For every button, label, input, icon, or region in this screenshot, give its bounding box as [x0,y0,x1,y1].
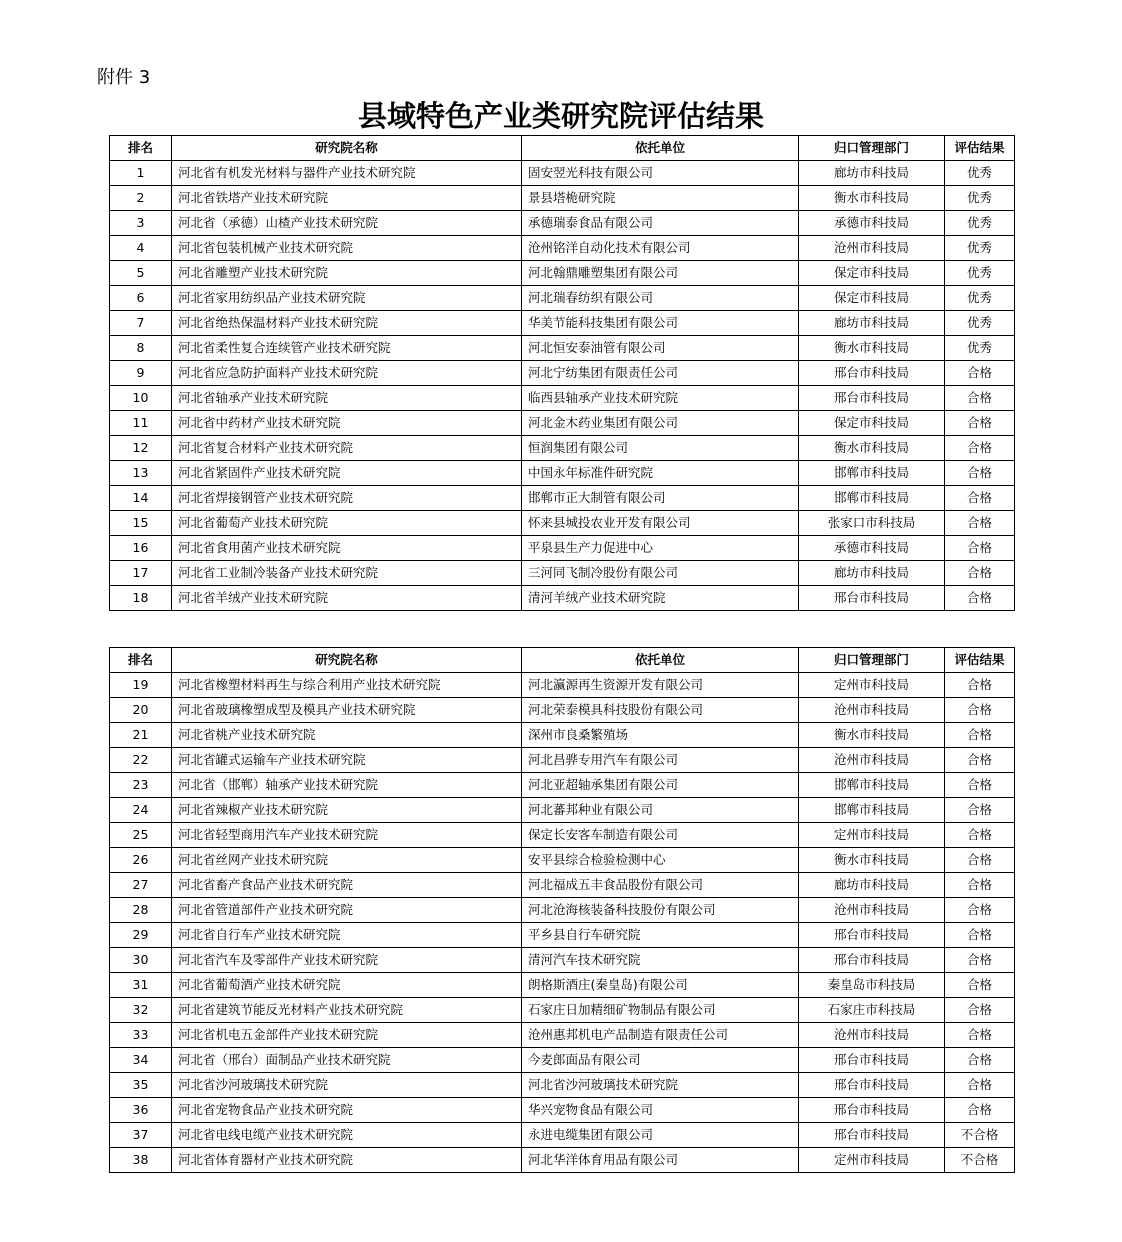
rank-cell: 3 [110,211,172,236]
institute-name-cell: 河北省紧固件产业技术研究院 [172,461,522,486]
rank-cell: 10 [110,386,172,411]
result-cell: 合格 [945,461,1015,486]
table-row [110,361,1015,386]
institute-name-cell: 河北省（承德）山楂产业技术研究院 [172,211,522,236]
department-cell: 沧州市科技局 [799,236,945,261]
rank-cell: 24 [110,798,172,823]
department-cell: 衡水市科技局 [799,436,945,461]
department-cell: 廊坊市科技局 [799,561,945,586]
rank-cell: 33 [110,1023,172,1048]
department-cell: 张家口市科技局 [799,511,945,536]
host-unit-cell: 河北昌骅专用汽车有限公司 [522,748,799,773]
department-cell: 邯郸市科技局 [799,798,945,823]
rank-cell: 20 [110,698,172,723]
department-cell: 秦皇岛市科技局 [799,973,945,998]
rank-cell: 4 [110,236,172,261]
table-row [110,848,1015,873]
result-cell: 合格 [945,923,1015,948]
table-row [110,748,1015,773]
table-row [110,1023,1015,1048]
table-row [110,1123,1015,1148]
department-cell: 定州市科技局 [799,823,945,848]
rank-cell: 17 [110,561,172,586]
department-cell: 沧州市科技局 [799,898,945,923]
attachment-label: 附件 3 [97,67,151,88]
rank-cell: 11 [110,411,172,436]
table-row [110,923,1015,948]
header-rank: 排名 [110,136,172,161]
host-unit-cell: 永进电缆集团有限公司 [522,1123,799,1148]
header-row [110,648,1015,673]
table-row [110,186,1015,211]
host-unit-cell: 河北金木药业集团有限公司 [522,411,799,436]
host-unit-cell: 深州市良桑繁殖场 [522,723,799,748]
host-unit-cell: 固安翌光科技有限公司 [522,161,799,186]
result-cell: 不合格 [945,1148,1015,1173]
rank-cell: 30 [110,948,172,973]
table-row [110,211,1015,236]
department-cell: 衡水市科技局 [799,186,945,211]
table-row [110,261,1015,286]
result-cell: 合格 [945,1023,1015,1048]
institute-name-cell: 河北省食用菌产业技术研究院 [172,536,522,561]
institute-name-cell: 河北省铁塔产业技术研究院 [172,186,522,211]
table-row [110,411,1015,436]
table-row [110,511,1015,536]
result-cell: 合格 [945,361,1015,386]
rank-cell: 28 [110,898,172,923]
institute-name-cell: 河北省橡塑材料再生与综合利用产业技术研究院 [172,673,522,698]
department-cell: 邢台市科技局 [799,386,945,411]
header-rank: 排名 [110,648,172,673]
result-cell: 合格 [945,848,1015,873]
host-unit-cell: 河北翰鼎雕塑集团有限公司 [522,261,799,286]
table-row [110,673,1015,698]
result-cell: 合格 [945,948,1015,973]
rank-cell: 26 [110,848,172,873]
host-unit-cell: 中国永年标准件研究院 [522,461,799,486]
institute-name-cell: 河北省绝热保温材料产业技术研究院 [172,311,522,336]
rank-cell: 22 [110,748,172,773]
result-cell: 合格 [945,698,1015,723]
host-unit-cell: 三河同飞制冷股份有限公司 [522,561,799,586]
institute-name-cell: 河北省管道部件产业技术研究院 [172,898,522,923]
host-unit-cell: 承德瑞泰食品有限公司 [522,211,799,236]
rank-cell: 18 [110,586,172,611]
result-cell: 优秀 [945,211,1015,236]
institute-name-cell: 河北省畜产食品产业技术研究院 [172,873,522,898]
host-unit-cell: 河北恒安泰油管有限公司 [522,336,799,361]
institute-name-cell: 河北省自行车产业技术研究院 [172,923,522,948]
host-unit-cell: 安平县综合检验检测中心 [522,848,799,873]
result-cell: 优秀 [945,336,1015,361]
table-row [110,161,1015,186]
host-unit-cell: 保定长安客车制造有限公司 [522,823,799,848]
institute-name-cell: 河北省（邢台）面制品产业技术研究院 [172,1048,522,1073]
rank-cell: 32 [110,998,172,1023]
result-cell: 合格 [945,823,1015,848]
department-cell: 邢台市科技局 [799,1048,945,1073]
institute-name-cell: 河北省宠物食品产业技术研究院 [172,1098,522,1123]
table-row [110,561,1015,586]
department-cell: 保定市科技局 [799,261,945,286]
department-cell: 衡水市科技局 [799,723,945,748]
host-unit-cell: 朗格斯酒庄(秦皇岛)有限公司 [522,973,799,998]
rank-cell: 12 [110,436,172,461]
department-cell: 廊坊市科技局 [799,873,945,898]
result-cell: 优秀 [945,261,1015,286]
result-cell: 合格 [945,673,1015,698]
table-row [110,586,1015,611]
host-unit-cell: 河北瑞春纺织有限公司 [522,286,799,311]
host-unit-cell: 邯郸市正大制管有限公司 [522,486,799,511]
rank-cell: 14 [110,486,172,511]
department-cell: 定州市科技局 [799,1148,945,1173]
result-cell: 合格 [945,773,1015,798]
result-cell: 合格 [945,898,1015,923]
rank-cell: 36 [110,1098,172,1123]
department-cell: 邯郸市科技局 [799,486,945,511]
host-unit-cell: 沧州惠邦机电产品制造有限责任公司 [522,1023,799,1048]
table-row [110,311,1015,336]
department-cell: 保定市科技局 [799,286,945,311]
result-cell: 合格 [945,561,1015,586]
host-unit-cell: 平乡县自行车研究院 [522,923,799,948]
result-cell: 不合格 [945,1123,1015,1148]
institute-name-cell: 河北省葡萄产业技术研究院 [172,511,522,536]
department-cell: 衡水市科技局 [799,848,945,873]
rank-cell: 25 [110,823,172,848]
department-cell: 邢台市科技局 [799,1098,945,1123]
institute-name-cell: 河北省焊接钢管产业技术研究院 [172,486,522,511]
result-cell: 合格 [945,748,1015,773]
department-cell: 沧州市科技局 [799,748,945,773]
host-unit-cell: 河北宁纺集团有限责任公司 [522,361,799,386]
table-row [110,1048,1015,1073]
rank-cell: 15 [110,511,172,536]
host-unit-cell: 河北华洋体育用品有限公司 [522,1148,799,1173]
table-row [110,1098,1015,1123]
host-unit-cell: 河北荣泰模具科技股份有限公司 [522,698,799,723]
rank-cell: 27 [110,873,172,898]
table-row [110,698,1015,723]
result-cell: 合格 [945,436,1015,461]
department-cell: 石家庄市科技局 [799,998,945,1023]
department-cell: 沧州市科技局 [799,698,945,723]
host-unit-cell: 河北亚超轴承集团有限公司 [522,773,799,798]
department-cell: 沧州市科技局 [799,1023,945,1048]
institute-name-cell: 河北省葡萄酒产业技术研究院 [172,973,522,998]
header-host-unit: 依托单位 [522,648,799,673]
header-institute: 研究院名称 [172,136,522,161]
header-result: 评估结果 [945,136,1015,161]
department-cell: 承德市科技局 [799,536,945,561]
rank-cell: 37 [110,1123,172,1148]
rank-cell: 1 [110,161,172,186]
institute-name-cell: 河北省玻璃橡塑成型及模具产业技术研究院 [172,698,522,723]
host-unit-cell: 恒润集团有限公司 [522,436,799,461]
host-unit-cell: 沧州铭洋自动化技术有限公司 [522,236,799,261]
result-cell: 优秀 [945,236,1015,261]
institute-name-cell: 河北省雕塑产业技术研究院 [172,261,522,286]
institute-name-cell: 河北省（邯郸）轴承产业技术研究院 [172,773,522,798]
results-table-2 [109,647,1015,1173]
table-row [110,723,1015,748]
host-unit-cell: 平泉县生产力促进中心 [522,536,799,561]
table-row [110,461,1015,486]
institute-name-cell: 河北省柔性复合连续管产业技术研究院 [172,336,522,361]
host-unit-cell: 华兴宠物食品有限公司 [522,1098,799,1123]
host-unit-cell: 临西县轴承产业技术研究院 [522,386,799,411]
department-cell: 邢台市科技局 [799,923,945,948]
department-cell: 廊坊市科技局 [799,161,945,186]
department-cell: 邢台市科技局 [799,361,945,386]
result-cell: 优秀 [945,311,1015,336]
institute-name-cell: 河北省有机发光材料与器件产业技术研究院 [172,161,522,186]
department-cell: 承德市科技局 [799,211,945,236]
rank-cell: 5 [110,261,172,286]
department-cell: 定州市科技局 [799,673,945,698]
institute-name-cell: 河北省体育器材产业技术研究院 [172,1148,522,1173]
header-department: 归口管理部门 [799,648,945,673]
rank-cell: 23 [110,773,172,798]
table-row [110,998,1015,1023]
table-row [110,773,1015,798]
table-row [110,973,1015,998]
rank-cell: 21 [110,723,172,748]
table-row [110,1073,1015,1098]
host-unit-cell: 今麦郎面品有限公司 [522,1048,799,1073]
host-unit-cell: 清河汽车技术研究院 [522,948,799,973]
institute-name-cell: 河北省轻型商用汽车产业技术研究院 [172,823,522,848]
department-cell: 保定市科技局 [799,411,945,436]
result-cell: 优秀 [945,286,1015,311]
institute-name-cell: 河北省电线电缆产业技术研究院 [172,1123,522,1148]
institute-name-cell: 河北省桃产业技术研究院 [172,723,522,748]
rank-cell: 31 [110,973,172,998]
institute-name-cell: 河北省辣椒产业技术研究院 [172,798,522,823]
result-cell: 合格 [945,511,1015,536]
rank-cell: 29 [110,923,172,948]
institute-name-cell: 河北省建筑节能反光材料产业技术研究院 [172,998,522,1023]
host-unit-cell: 景县塔桅研究院 [522,186,799,211]
header-institute: 研究院名称 [172,648,522,673]
institute-name-cell: 河北省罐式运输车产业技术研究院 [172,748,522,773]
institute-name-cell: 河北省应急防护面料产业技术研究院 [172,361,522,386]
result-cell: 合格 [945,586,1015,611]
result-cell: 合格 [945,973,1015,998]
institute-name-cell: 河北省羊绒产业技术研究院 [172,586,522,611]
host-unit-cell: 河北蕃邦种业有限公司 [522,798,799,823]
institute-name-cell: 河北省机电五金部件产业技术研究院 [172,1023,522,1048]
table-row [110,873,1015,898]
institute-name-cell: 河北省汽车及零部件产业技术研究院 [172,948,522,973]
institute-name-cell: 河北省家用纺织品产业技术研究院 [172,286,522,311]
result-cell: 合格 [945,386,1015,411]
rank-cell: 35 [110,1073,172,1098]
table-row [110,236,1015,261]
host-unit-cell: 华美节能科技集团有限公司 [522,311,799,336]
department-cell: 邯郸市科技局 [799,461,945,486]
result-cell: 优秀 [945,161,1015,186]
table-row [110,336,1015,361]
table-row [110,898,1015,923]
rank-cell: 6 [110,286,172,311]
rank-cell: 16 [110,536,172,561]
rank-cell: 13 [110,461,172,486]
result-cell: 合格 [945,1073,1015,1098]
host-unit-cell: 石家庄日加精细矿物制品有限公司 [522,998,799,1023]
host-unit-cell: 河北沧海核装备科技股份有限公司 [522,898,799,923]
result-cell: 合格 [945,486,1015,511]
rank-cell: 2 [110,186,172,211]
table-row [110,536,1015,561]
table-row [110,1148,1015,1173]
rank-cell: 19 [110,673,172,698]
institute-name-cell: 河北省工业制冷装备产业技术研究院 [172,561,522,586]
table-row [110,486,1015,511]
result-cell: 合格 [945,998,1015,1023]
department-cell: 邯郸市科技局 [799,773,945,798]
header-row [110,136,1015,161]
header-host-unit: 依托单位 [522,136,799,161]
header-department: 归口管理部门 [799,136,945,161]
department-cell: 邢台市科技局 [799,586,945,611]
table-row [110,823,1015,848]
result-cell: 优秀 [945,186,1015,211]
institute-name-cell: 河北省轴承产业技术研究院 [172,386,522,411]
rank-cell: 7 [110,311,172,336]
institute-name-cell: 河北省丝网产业技术研究院 [172,848,522,873]
rank-cell: 8 [110,336,172,361]
host-unit-cell: 怀来县城投农业开发有限公司 [522,511,799,536]
table-row [110,386,1015,411]
results-table-1 [109,135,1015,611]
rank-cell: 9 [110,361,172,386]
table-row [110,286,1015,311]
result-cell: 合格 [945,1098,1015,1123]
host-unit-cell: 河北福成五丰食品股份有限公司 [522,873,799,898]
header-result: 评估结果 [945,648,1015,673]
institute-name-cell: 河北省沙河玻璃技术研究院 [172,1073,522,1098]
result-cell: 合格 [945,723,1015,748]
rank-cell: 38 [110,1148,172,1173]
department-cell: 衡水市科技局 [799,336,945,361]
host-unit-cell: 河北省沙河玻璃技术研究院 [522,1073,799,1098]
department-cell: 邢台市科技局 [799,1123,945,1148]
institute-name-cell: 河北省复合材料产业技术研究院 [172,436,522,461]
host-unit-cell: 清河羊绒产业技术研究院 [522,586,799,611]
institute-name-cell: 河北省包装机械产业技术研究院 [172,236,522,261]
result-cell: 合格 [945,873,1015,898]
institute-name-cell: 河北省中药材产业技术研究院 [172,411,522,436]
result-cell: 合格 [945,798,1015,823]
page-title: 县域特色产业类研究院评估结果 [357,99,764,133]
table-row [110,436,1015,461]
rank-cell: 34 [110,1048,172,1073]
result-cell: 合格 [945,411,1015,436]
department-cell: 邢台市科技局 [799,1073,945,1098]
result-cell: 合格 [945,1048,1015,1073]
host-unit-cell: 河北瀛源再生资源开发有限公司 [522,673,799,698]
table-row [110,948,1015,973]
department-cell: 廊坊市科技局 [799,311,945,336]
table-row [110,798,1015,823]
result-cell: 合格 [945,536,1015,561]
department-cell: 邢台市科技局 [799,948,945,973]
